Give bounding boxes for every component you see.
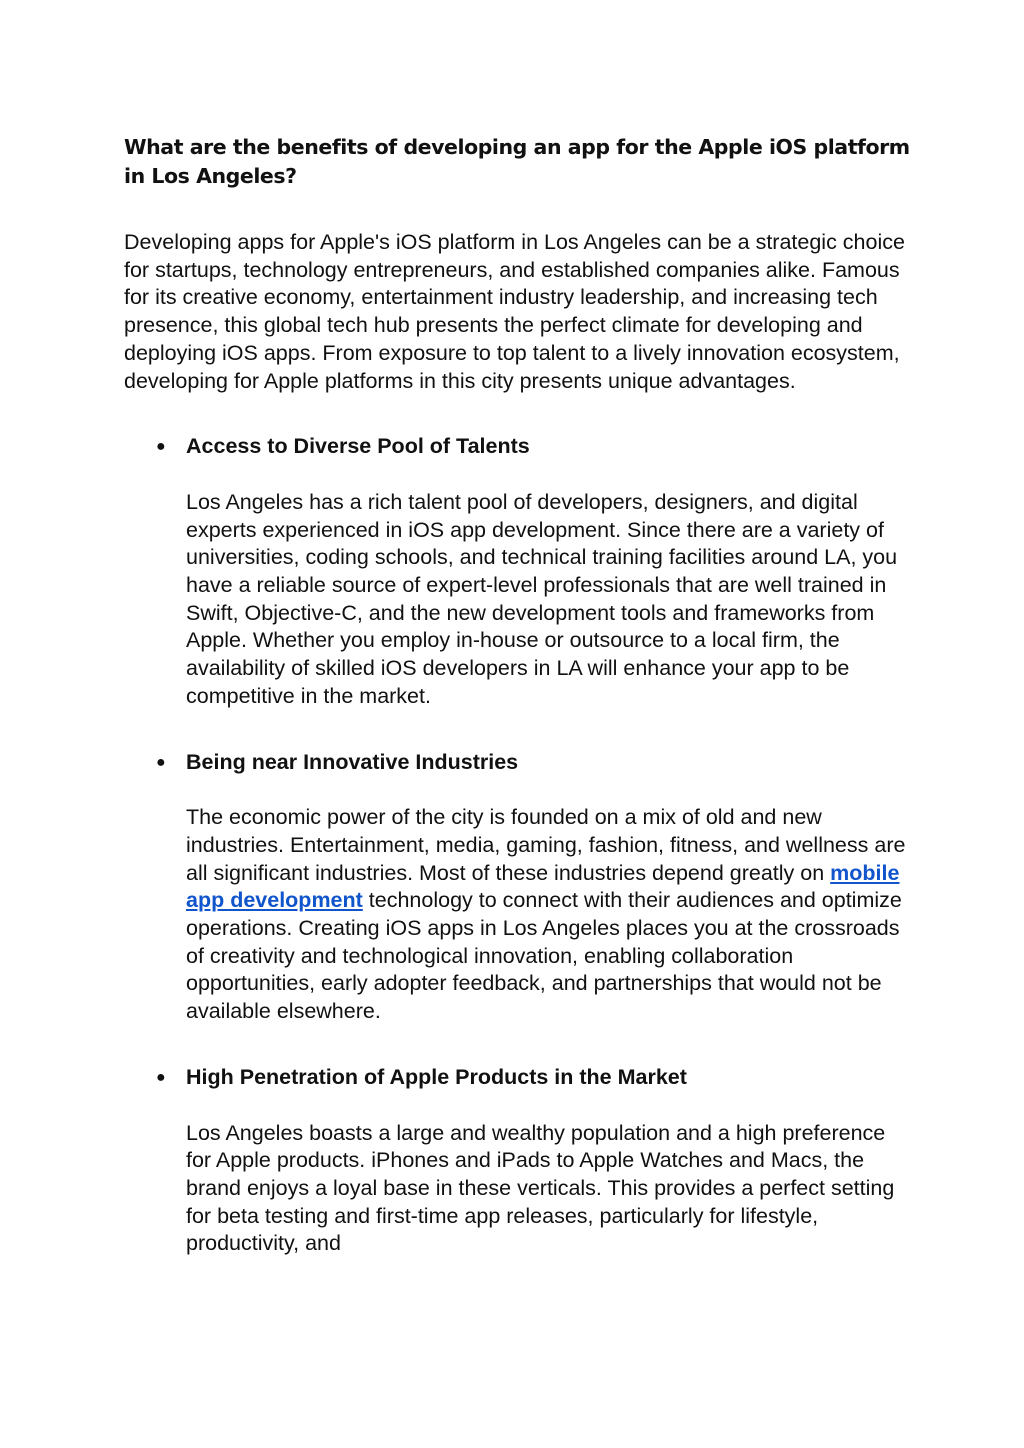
bullet-icon: ●	[156, 1068, 166, 1086]
section-text-apple-penetration: Los Angeles boasts a large and wealthy population and a high preference for Apple products. iPhones and iPads to Apple Watches and Macs, the brand enjoys a loyal base in these verticals. This provides a perfect setting for beta testing and first-time app releases, particularly for lifestyle, productivity, and	[186, 1120, 895, 1256]
section-heading-innovative-industries: Being near Innovative Industries	[186, 749, 519, 774]
section-heading-talent-pool: Access to Diverse Pool of Talents	[186, 434, 530, 459]
section-heading-apple-penetration: High Penetration of Apple Products in the Market	[186, 1064, 687, 1089]
mobile-app-development-link[interactable]: mobile app development	[186, 860, 900, 913]
bullet-icon: ●	[156, 438, 166, 456]
text-before-link: The economic power of the city is founded on a mix of old and new industries. Entertainment, media, gaming, fashion, fitness, and wellness are all significant industries. Most of these industries depend greatly on	[186, 805, 906, 885]
section-innovative-industries	[124, 749, 914, 1026]
document-title: What are the benefits of developing an app for the Apple iOS platform in Los Angeles?	[124, 135, 910, 188]
section-talent-pool	[124, 433, 914, 710]
section-text-talent-pool: Los Angeles has a rich talent pool of developers, designers, and digital experts experienced in iOS app development. Since there are a variety of universities, coding schools, and technical training facilities around LA, you have a reliable source of expert-level professionals that are well trained in Swift, Objective-C, and the new development tools and frameworks from Apple. Whether you employ in-house or outsource to a local firm, the availability of skilled iOS developers in LA will enhance your app to be competitive in the market.	[186, 489, 898, 708]
document-page	[124, 133, 914, 1258]
intro-paragraph: Developing apps for Apple's iOS platform in Los Angeles can be a strategic choice for startups, technology entrepreneurs, and established companies alike. Famous for its creative economy, entertainment industry leadership, and increasing tech presence, this global tech hub presents the perfect climate for developing and deploying iOS apps. From exposure to top talent to a lively innovation ecosystem, developing for Apple platforms in this city presents unique advantages.	[124, 230, 905, 393]
text-after-link: technology to connect with their audiences and optimize operations. Creating iOS apps in Los Angeles places you at the crossroads of creativity and technological innovation, enabling collaboration opportunities, early adopter feedback, and partnerships that would not be available elsewhere.	[186, 888, 902, 1024]
section-text-innovative-industries	[186, 804, 914, 1026]
section-apple-penetration	[124, 1064, 914, 1258]
bullet-icon: ●	[156, 753, 166, 771]
